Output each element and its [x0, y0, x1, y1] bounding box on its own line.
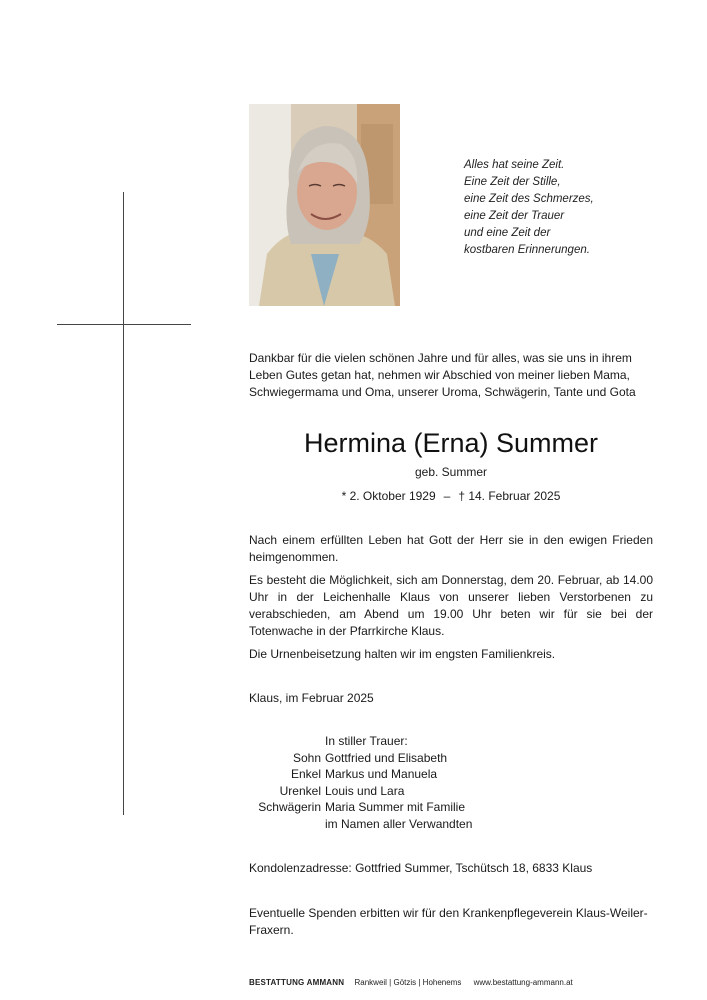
mourners-list	[249, 733, 472, 832]
donations-note: Eventuelle Spenden erbitten wir für den Krankenpflegeverein Klaus-Weiler-Fraxern.	[249, 906, 648, 937]
mourner-row	[249, 766, 472, 783]
birth-name: geb. Summer	[414, 465, 488, 479]
place-date: Klaus, im Februar 2025	[249, 691, 374, 705]
mourner-relation: Urenkel	[279, 783, 321, 798]
death-date: † 14. Februar 2025	[458, 489, 561, 503]
birth-date: * 2. Oktober 1929	[341, 489, 436, 503]
cross-horizontal-bar	[57, 324, 191, 325]
condolence-address: Kondolenzadresse: Gottfried Summer, Tschütsch 18, 6833 Klaus	[249, 861, 593, 875]
deceased-name: Hermina (Erna) Summer	[303, 428, 599, 458]
date-separator: –	[443, 489, 451, 503]
poem-line: eine Zeit der Trauer	[464, 210, 565, 222]
body-paragraph: Es besteht die Möglichkeit, sich am Donnerstag, dem 20. Februar, ab 14.00 Uhr in der Leichenhalle Klaus von unserer lieben Verstorbenen zu verabschieden, am Abend um 19.00 Uhr beten wir für sie bei der Totenwache in der Pfarrkirche Klaus.	[249, 573, 653, 638]
life-dates	[249, 489, 653, 503]
body-paragraph: Die Urnenbeisetzung halten wir im engsten Familienkreis.	[249, 647, 556, 661]
mourner-row	[249, 783, 472, 800]
mourner-row	[249, 750, 472, 767]
mourner-row	[249, 799, 472, 816]
mourner-relation: Schwägerin	[258, 800, 321, 814]
mourner-relation: Enkel	[290, 767, 321, 781]
funeral-home-brand: BESTATTUNG AMMANN	[249, 978, 345, 987]
body-paragraph: Nach einem erfüllten Leben hat Gott der Herr sie in den ewigen Frieden heimgenommen.	[249, 533, 653, 564]
mourners-heading: In stiller Trauer:	[325, 734, 408, 748]
funeral-home-locations: Rankweil | Götzis | Hohenems	[354, 978, 462, 987]
footer	[249, 978, 573, 987]
mourners-closing-row	[249, 816, 472, 833]
poem-line: Eine Zeit der Stille,	[464, 176, 561, 188]
mourners-closing: im Namen aller Verwandten	[325, 816, 473, 831]
mourner-names: Markus und Manuela	[325, 767, 438, 781]
mourners-heading-row	[249, 733, 472, 750]
mourner-names: Maria Summer mit Familie	[325, 800, 466, 814]
poem-line: Alles hat seine Zeit.	[464, 159, 565, 171]
cross-vertical-bar	[123, 192, 124, 815]
poem-line: kostbaren Erinnerungen.	[464, 244, 590, 256]
poem-line: eine Zeit des Schmerzes,	[464, 193, 594, 205]
portrait-photo	[249, 104, 400, 306]
mourner-relation: Sohn	[292, 750, 321, 765]
intro-text: Dankbar für die vielen schönen Jahre und für alles, was sie uns in ihrem Leben Gutes getan hat, nehmen wir Abschied von meiner lieben Mama, Schwiegermama und Oma, unserer Uroma, Schwägerin, Tante und Gota	[249, 351, 636, 399]
announcement-body	[249, 532, 653, 669]
funeral-home-website[interactable]: www.bestattung-ammann.at	[473, 978, 573, 987]
mourner-names: Gottfried und Elisabeth	[325, 750, 448, 765]
poem-line: und eine Zeit der	[464, 227, 551, 239]
mourner-names: Louis und Lara	[325, 783, 405, 798]
poem	[464, 157, 664, 259]
